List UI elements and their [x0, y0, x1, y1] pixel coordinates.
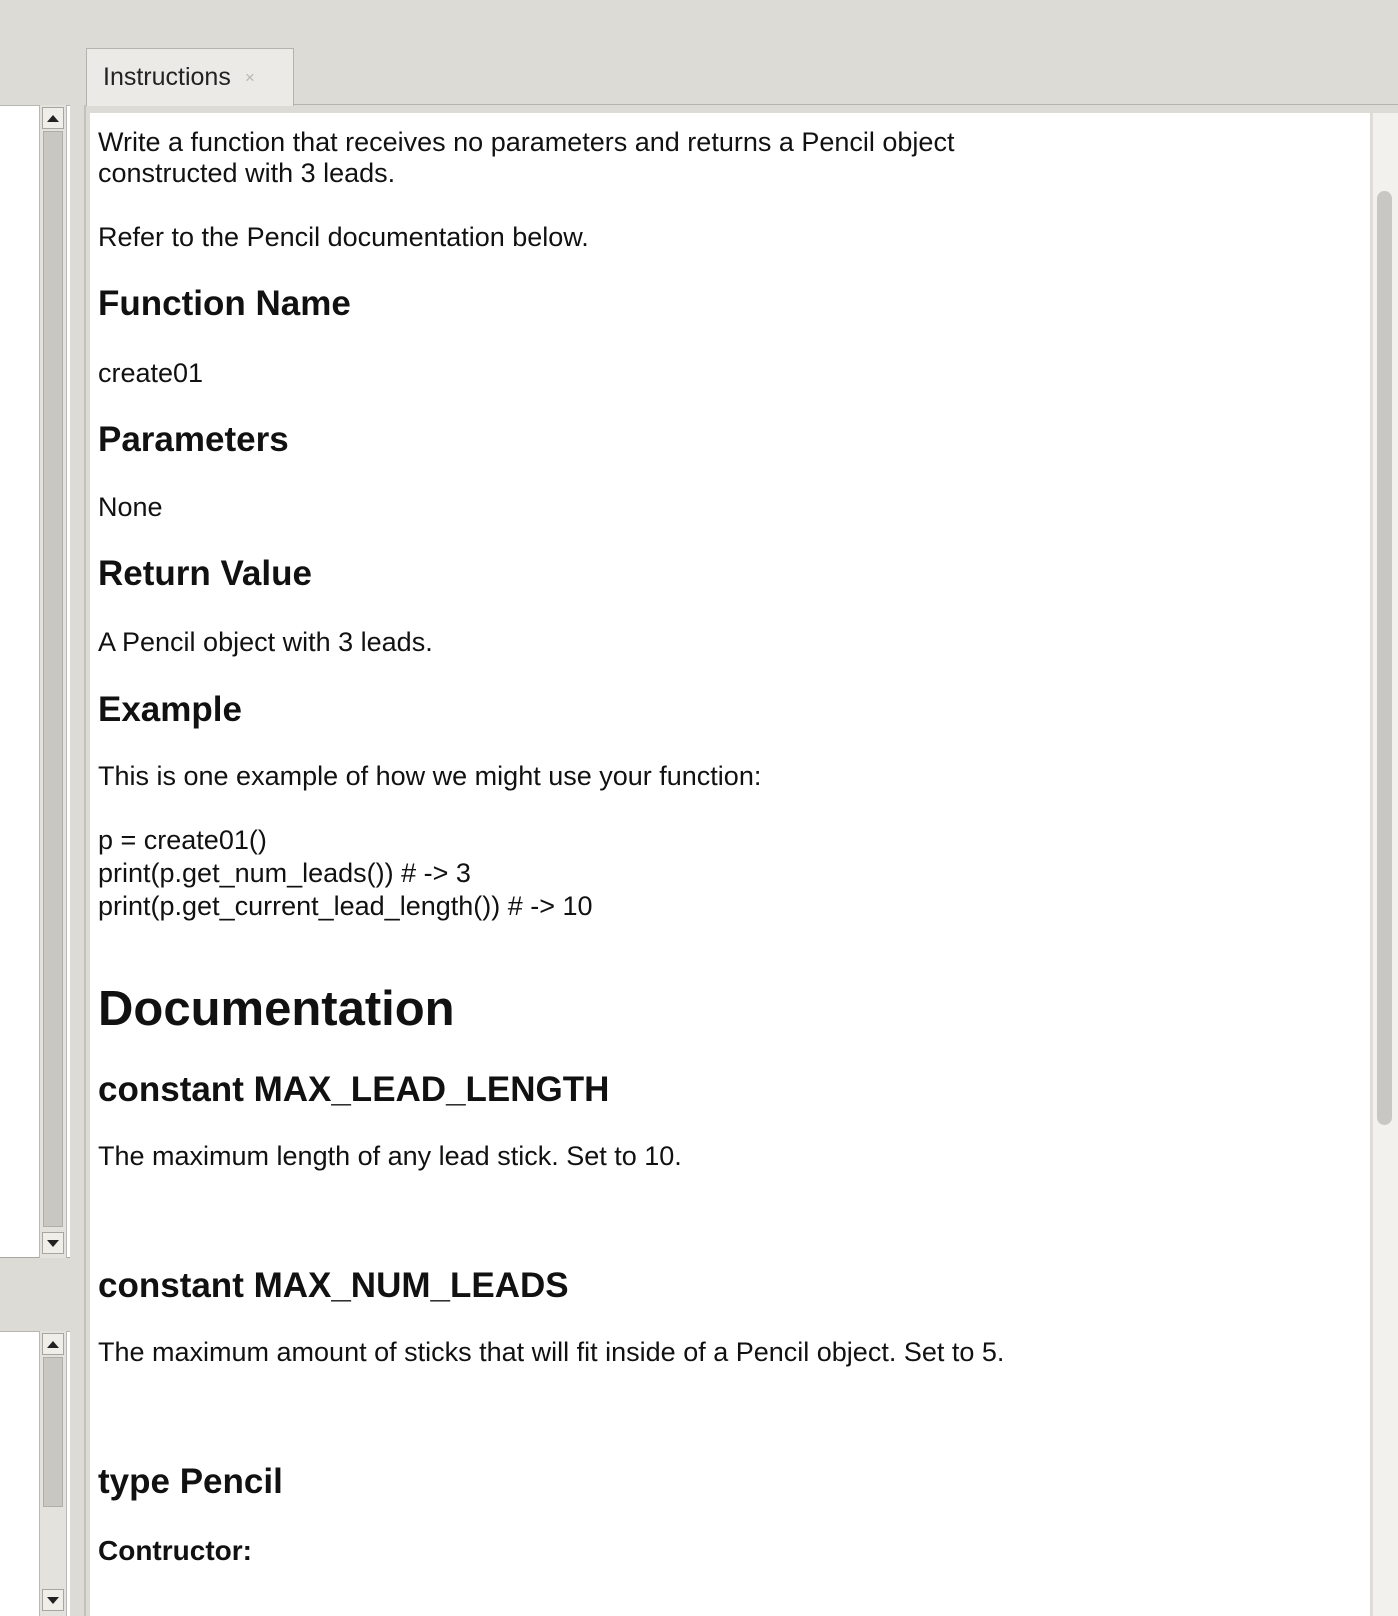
scroll-up-button[interactable] [42, 1333, 64, 1355]
example-code-line: print(p.get_current_lead_length()) # -> 10 [98, 891, 593, 921]
example-code-line: print(p.get_num_leads()) # -> 3 [98, 858, 471, 888]
example-intro: This is one example of how we might use your function: [98, 761, 762, 791]
tab-label: Instructions [103, 63, 231, 91]
doc-section-body: The maximum length of any lead stick. Set to 10. [98, 1141, 682, 1171]
doc-section-title: constant MAX_NUM_LEADS [98, 1266, 569, 1305]
example-heading: Example [98, 690, 242, 729]
left-bottom-scrollbar[interactable] [39, 1331, 67, 1616]
doc-section-subheading: Contructor: [98, 1535, 252, 1566]
scrollbar-thumb[interactable] [43, 131, 63, 1227]
tab-instructions[interactable] [86, 48, 294, 106]
pane-divider[interactable] [84, 105, 86, 1616]
parameters-heading: Parameters [98, 420, 289, 459]
scroll-up-button[interactable] [42, 107, 64, 129]
return-value-text: A Pencil object with 3 leads. [98, 627, 433, 657]
doc-section-body: The maximum amount of sticks that will fit inside of a Pencil object. Set to 5. [98, 1337, 1005, 1367]
scroll-down-button[interactable] [42, 1589, 64, 1611]
scroll-down-button[interactable] [42, 1232, 64, 1254]
tab-strip-border [294, 104, 1398, 105]
instructions-scrollbar[interactable] [1372, 113, 1398, 1616]
scrollbar-thumb[interactable] [43, 1357, 63, 1507]
doc-section-title: type Pencil [98, 1462, 283, 1501]
doc-section-title: constant MAX_LEAD_LENGTH [98, 1070, 610, 1109]
triangle-down-icon [47, 1240, 59, 1247]
intro-text-line1: Write a function that receives no parameters and returns a Pencil object [98, 127, 955, 157]
refer-text: Refer to the Pencil documentation below. [98, 222, 589, 252]
scrollbar-thumb[interactable] [1377, 191, 1392, 1125]
triangle-down-icon [47, 1597, 59, 1604]
function-name-heading: Function Name [98, 284, 351, 323]
example-code-line: p = create01() [98, 825, 267, 855]
parameters-value: None [98, 492, 163, 522]
intro-text-line2: constructed with 3 leads. [98, 158, 396, 188]
triangle-up-icon [47, 1341, 59, 1348]
triangle-up-icon [47, 115, 59, 122]
instructions-panel [90, 113, 1370, 1616]
close-icon[interactable]: × [244, 67, 255, 87]
documentation-heading: Documentation [98, 982, 455, 1036]
left-top-scrollbar[interactable] [39, 105, 67, 1258]
function-name-value: create01 [98, 358, 204, 388]
return-value-heading: Return Value [98, 554, 312, 593]
